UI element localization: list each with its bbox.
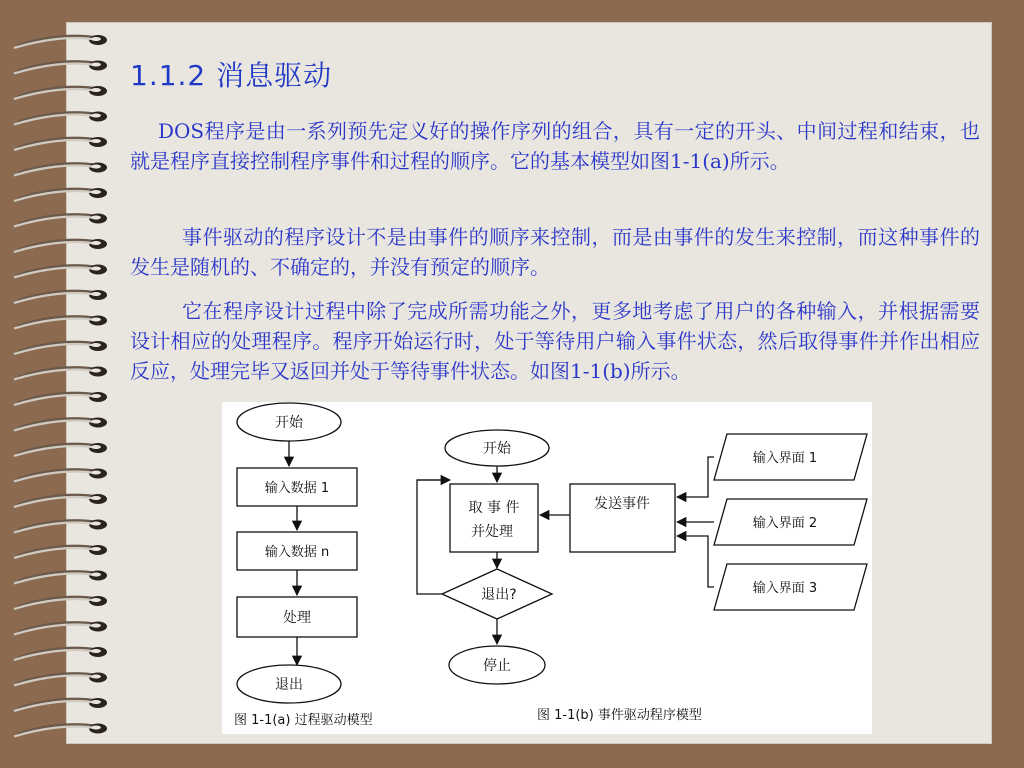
a-process-label: 处理 bbox=[283, 610, 311, 626]
spiral-ring bbox=[14, 622, 107, 635]
slide-frame-top bbox=[0, 0, 1024, 22]
b-send-box bbox=[570, 484, 675, 552]
spiral-ring bbox=[14, 724, 107, 737]
spiral-ring bbox=[14, 137, 107, 150]
b-send-label: 发送事件 bbox=[594, 496, 650, 512]
spiral-ring bbox=[14, 520, 107, 533]
spiral-ring bbox=[14, 35, 107, 48]
spiral-ring bbox=[14, 86, 107, 99]
spiral-ring bbox=[14, 265, 107, 278]
paragraph-event-driven: 事件驱动的程序设计不是由事件的顺序来控制，而是由事件的发生来控制，而这种事件的发生是随机的、不确定的，并没有预定的顺序。 bbox=[130, 225, 980, 279]
spiral-binding bbox=[0, 0, 120, 768]
a-input1-label: 输入数据 1 bbox=[264, 481, 330, 496]
spiral-ring bbox=[14, 163, 107, 176]
spiral-ring bbox=[14, 239, 107, 252]
a-exit-label: 退出 bbox=[275, 677, 303, 693]
spiral-ring bbox=[14, 188, 107, 201]
spiral-ring bbox=[14, 673, 107, 686]
b-ui3-label: 输入界面 3 bbox=[752, 581, 818, 596]
a-start-label: 开始 bbox=[275, 415, 303, 431]
b-quit-label: 退出? bbox=[481, 587, 517, 603]
spiral-ring bbox=[14, 545, 107, 558]
spiral-ring bbox=[14, 112, 107, 125]
a-caption: 图 1-1(a) 过程驱动模型 bbox=[234, 713, 373, 728]
b-fetch-box bbox=[450, 484, 538, 552]
b-fetch-label-line1: 取 事 件 bbox=[468, 500, 520, 516]
b-ui1-label: 输入界面 1 bbox=[752, 451, 818, 466]
spiral-ring bbox=[14, 469, 107, 482]
spiral-ring bbox=[14, 367, 107, 380]
b-start-label: 开始 bbox=[483, 441, 511, 457]
flowchart-b bbox=[417, 430, 867, 684]
b-fetch-label-line2: 并处理 bbox=[471, 524, 513, 540]
spiral-ring bbox=[14, 290, 107, 303]
spiral-ring bbox=[14, 418, 107, 431]
spiral-ring bbox=[14, 698, 107, 711]
spiral-ring bbox=[14, 571, 107, 584]
spiral-ring bbox=[14, 341, 107, 354]
b-ui2-label: 输入界面 2 bbox=[752, 516, 818, 531]
paragraph-dos: DOS程序是由一系列预先定义好的操作序列的组合，具有一定的开头、中间过程和结束，也就是程序直接控制程序事件和过程的顺序。它的基本模型如图1-1(a)所示。 bbox=[130, 119, 980, 173]
spiral-ring bbox=[14, 316, 107, 329]
figure-flowcharts bbox=[222, 402, 872, 734]
spiral-ring bbox=[14, 494, 107, 507]
a-inputn-label: 输入数据 n bbox=[264, 545, 330, 560]
paragraph-program-design: 它在程序设计过程中除了完成所需功能之外，更多地考虑了用户的各种输入，并根据需要设计相应的处理程序。程序开始运行时，处于等待用户输入事件状态，然后取得事件并作出相应反应，处理完毕又返回并处于等待事件状态。如图1-1(b)所示。 bbox=[130, 299, 980, 383]
spiral-ring bbox=[14, 392, 107, 405]
spiral-ring bbox=[14, 443, 107, 456]
b-stop-label: 停止 bbox=[483, 658, 511, 674]
spiral-ring bbox=[14, 214, 107, 227]
spiral-ring bbox=[14, 61, 107, 74]
spiral-ring bbox=[14, 647, 107, 660]
slide-title: 1.1.2 消息驱动 bbox=[130, 59, 333, 92]
spiral-ring bbox=[14, 596, 107, 609]
b-caption: 图 1-1(b) 事件驱动程序模型 bbox=[537, 708, 702, 723]
